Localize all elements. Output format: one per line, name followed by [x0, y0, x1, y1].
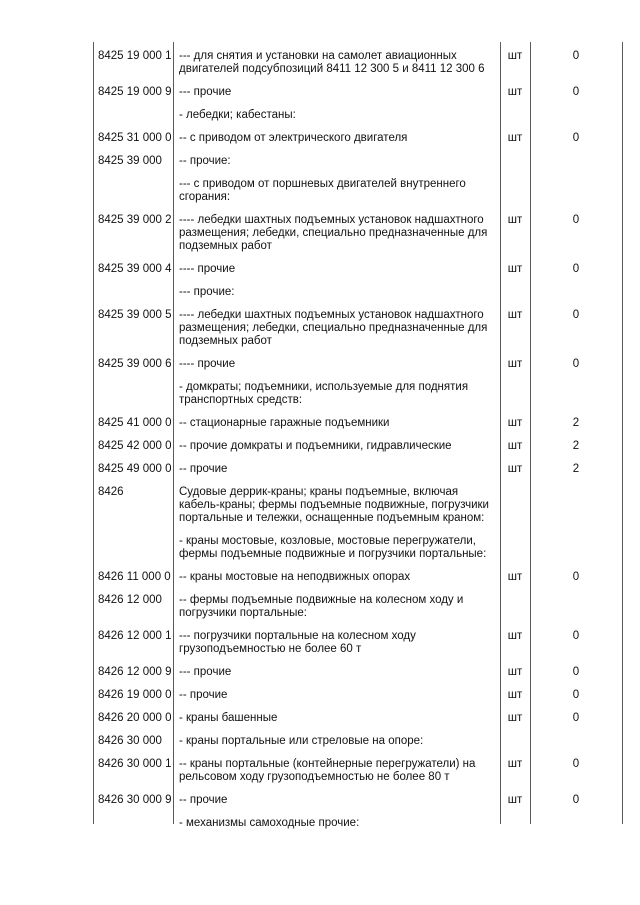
rate-cell: 0 [572, 132, 580, 144]
unit-cell: шт [507, 571, 523, 583]
code-cell: 8426 19 000 0 [98, 689, 172, 701]
unit-cell: шт [507, 666, 523, 678]
code-cell: 8426 [98, 486, 124, 498]
description-cell: --- прочие: [179, 286, 235, 298]
description-cell: ---- прочие [179, 358, 236, 370]
code-cell: 8426 30 000 [98, 735, 162, 747]
description-cell: --- для снятия и установки на самолет авиационных двигателей подсубпозиций 8411 12 300 5 и 8411 12 300 6 [179, 50, 485, 75]
description-cell: -- прочие домкраты и подъемники, гидравлические [179, 440, 452, 452]
description-cell: - домкраты; подъемники, используемые для поднятия транспортных средств: [179, 381, 469, 406]
unit-cell: шт [507, 86, 523, 98]
unit-cell: шт [507, 309, 523, 321]
unit-cell: шт [507, 689, 523, 701]
description-cell: --- прочие [179, 86, 232, 98]
rate-cell: 2 [572, 463, 580, 475]
description-cell: -- прочие [179, 689, 228, 701]
description-cell: ---- лебедки шахтных подъемных установок надшахтного размещения; лебедки, специально предназначенные для подземных работ [179, 214, 488, 252]
unit-cell: шт [507, 758, 523, 770]
unit-cell: шт [507, 440, 523, 452]
description-cell: -- прочие: [179, 155, 231, 167]
rate-cell: 0 [572, 630, 580, 642]
code-cell: 8425 19 000 1 [98, 50, 172, 62]
rate-cell: 2 [572, 417, 580, 429]
unit-cell: шт [507, 630, 523, 642]
rate-cell: 0 [572, 794, 580, 806]
code-cell: 8426 20 000 0 [98, 712, 172, 724]
description-cell: --- прочие [179, 666, 232, 678]
code-cell: 8425 39 000 5 [98, 309, 172, 321]
description-cell: ---- лебедки шахтных подъемных установок надшахтного размещения; лебедки, специально предназначенные для подземных работ [179, 309, 488, 347]
description-cell: --- погрузчики портальные на колесном ходу грузоподъемностью не более 60 т [179, 630, 416, 655]
rate-cell: 0 [572, 50, 580, 62]
unit-cell: шт [507, 358, 523, 370]
unit-cell: шт [507, 463, 523, 475]
rate-cell: 0 [572, 263, 580, 275]
code-cell: 8426 11 000 0 [98, 571, 171, 583]
description-cell: - краны башенные [179, 712, 278, 724]
code-cell: 8425 39 000 6 [98, 358, 172, 370]
unit-cell: шт [507, 794, 523, 806]
description-cell: - лебедки; кабестаны: [179, 109, 296, 121]
rate-cell: 2 [572, 440, 580, 452]
code-cell: 8426 12 000 9 [98, 666, 172, 678]
code-cell: 8425 41 000 0 [98, 417, 172, 429]
description-cell: -- краны мостовые на неподвижных опорах [179, 571, 411, 583]
description-cell: -- краны портальные (контейнерные перегружатели) на рельсовом ходу грузоподъемностью не более 80 т [179, 758, 476, 783]
rate-cell: 0 [572, 689, 580, 701]
code-cell: 8425 49 000 0 [98, 463, 172, 475]
description-cell: Судовые деррик-краны; краны подъемные, включая кабель-краны; фермы подъемные подвижные, погрузчики портальные и тележки, оснащенные подъемным краном: [179, 486, 489, 524]
description-cell: -- с приводом от электрического двигателя [179, 132, 408, 144]
column-divider-desc-unit [500, 42, 501, 824]
description-cell: --- с приводом от поршневых двигателей внутреннего сгорания: [179, 178, 466, 203]
table-border-right [622, 42, 623, 824]
code-cell: 8426 30 000 1 [98, 758, 172, 770]
description-cell: - механизмы самоходные прочие: [179, 817, 360, 829]
code-cell: 8426 12 000 1 [98, 630, 172, 642]
code-cell: 8425 39 000 [98, 155, 162, 167]
tariff-table [93, 42, 623, 829]
rate-cell: 0 [572, 712, 580, 724]
description-cell: - краны портальные или стреловые на опоре: [179, 735, 424, 747]
unit-cell: шт [507, 214, 523, 226]
rate-cell: 0 [572, 86, 580, 98]
rate-cell: 0 [572, 571, 580, 583]
code-cell: 8425 39 000 4 [98, 263, 172, 275]
code-cell: 8426 30 000 9 [98, 794, 172, 806]
description-cell: -- фермы подъемные подвижные на колесном ходу и погрузчики портальные: [179, 594, 464, 619]
description-cell: -- прочие [179, 463, 228, 475]
rate-cell: 0 [572, 309, 580, 321]
description-cell: -- стационарные гаражные подъемники [179, 417, 390, 429]
column-divider-unit-rate [530, 42, 531, 824]
table-border-left [93, 42, 94, 824]
code-cell: 8425 19 000 9 [98, 86, 172, 98]
description-cell: ---- прочие [179, 263, 236, 275]
rate-cell: 0 [572, 758, 580, 770]
code-cell: 8425 42 000 0 [98, 440, 172, 452]
description-cell: - краны мостовые, козловые, мостовые перегружатели, фермы подъемные подвижные и погрузчики портальные: [179, 535, 487, 560]
code-cell: 8426 12 000 [98, 594, 162, 606]
rate-cell: 0 [572, 666, 580, 678]
unit-cell: шт [507, 132, 523, 144]
unit-cell: шт [507, 50, 523, 62]
column-divider-code-desc [173, 42, 174, 824]
unit-cell: шт [507, 417, 523, 429]
unit-cell: шт [507, 263, 523, 275]
rate-cell: 0 [572, 358, 580, 370]
description-cell: -- прочие [179, 794, 228, 806]
rate-cell: 0 [572, 214, 580, 226]
code-cell: 8425 39 000 2 [98, 214, 172, 226]
code-cell: 8425 31 000 0 [98, 132, 172, 144]
unit-cell: шт [507, 712, 523, 724]
